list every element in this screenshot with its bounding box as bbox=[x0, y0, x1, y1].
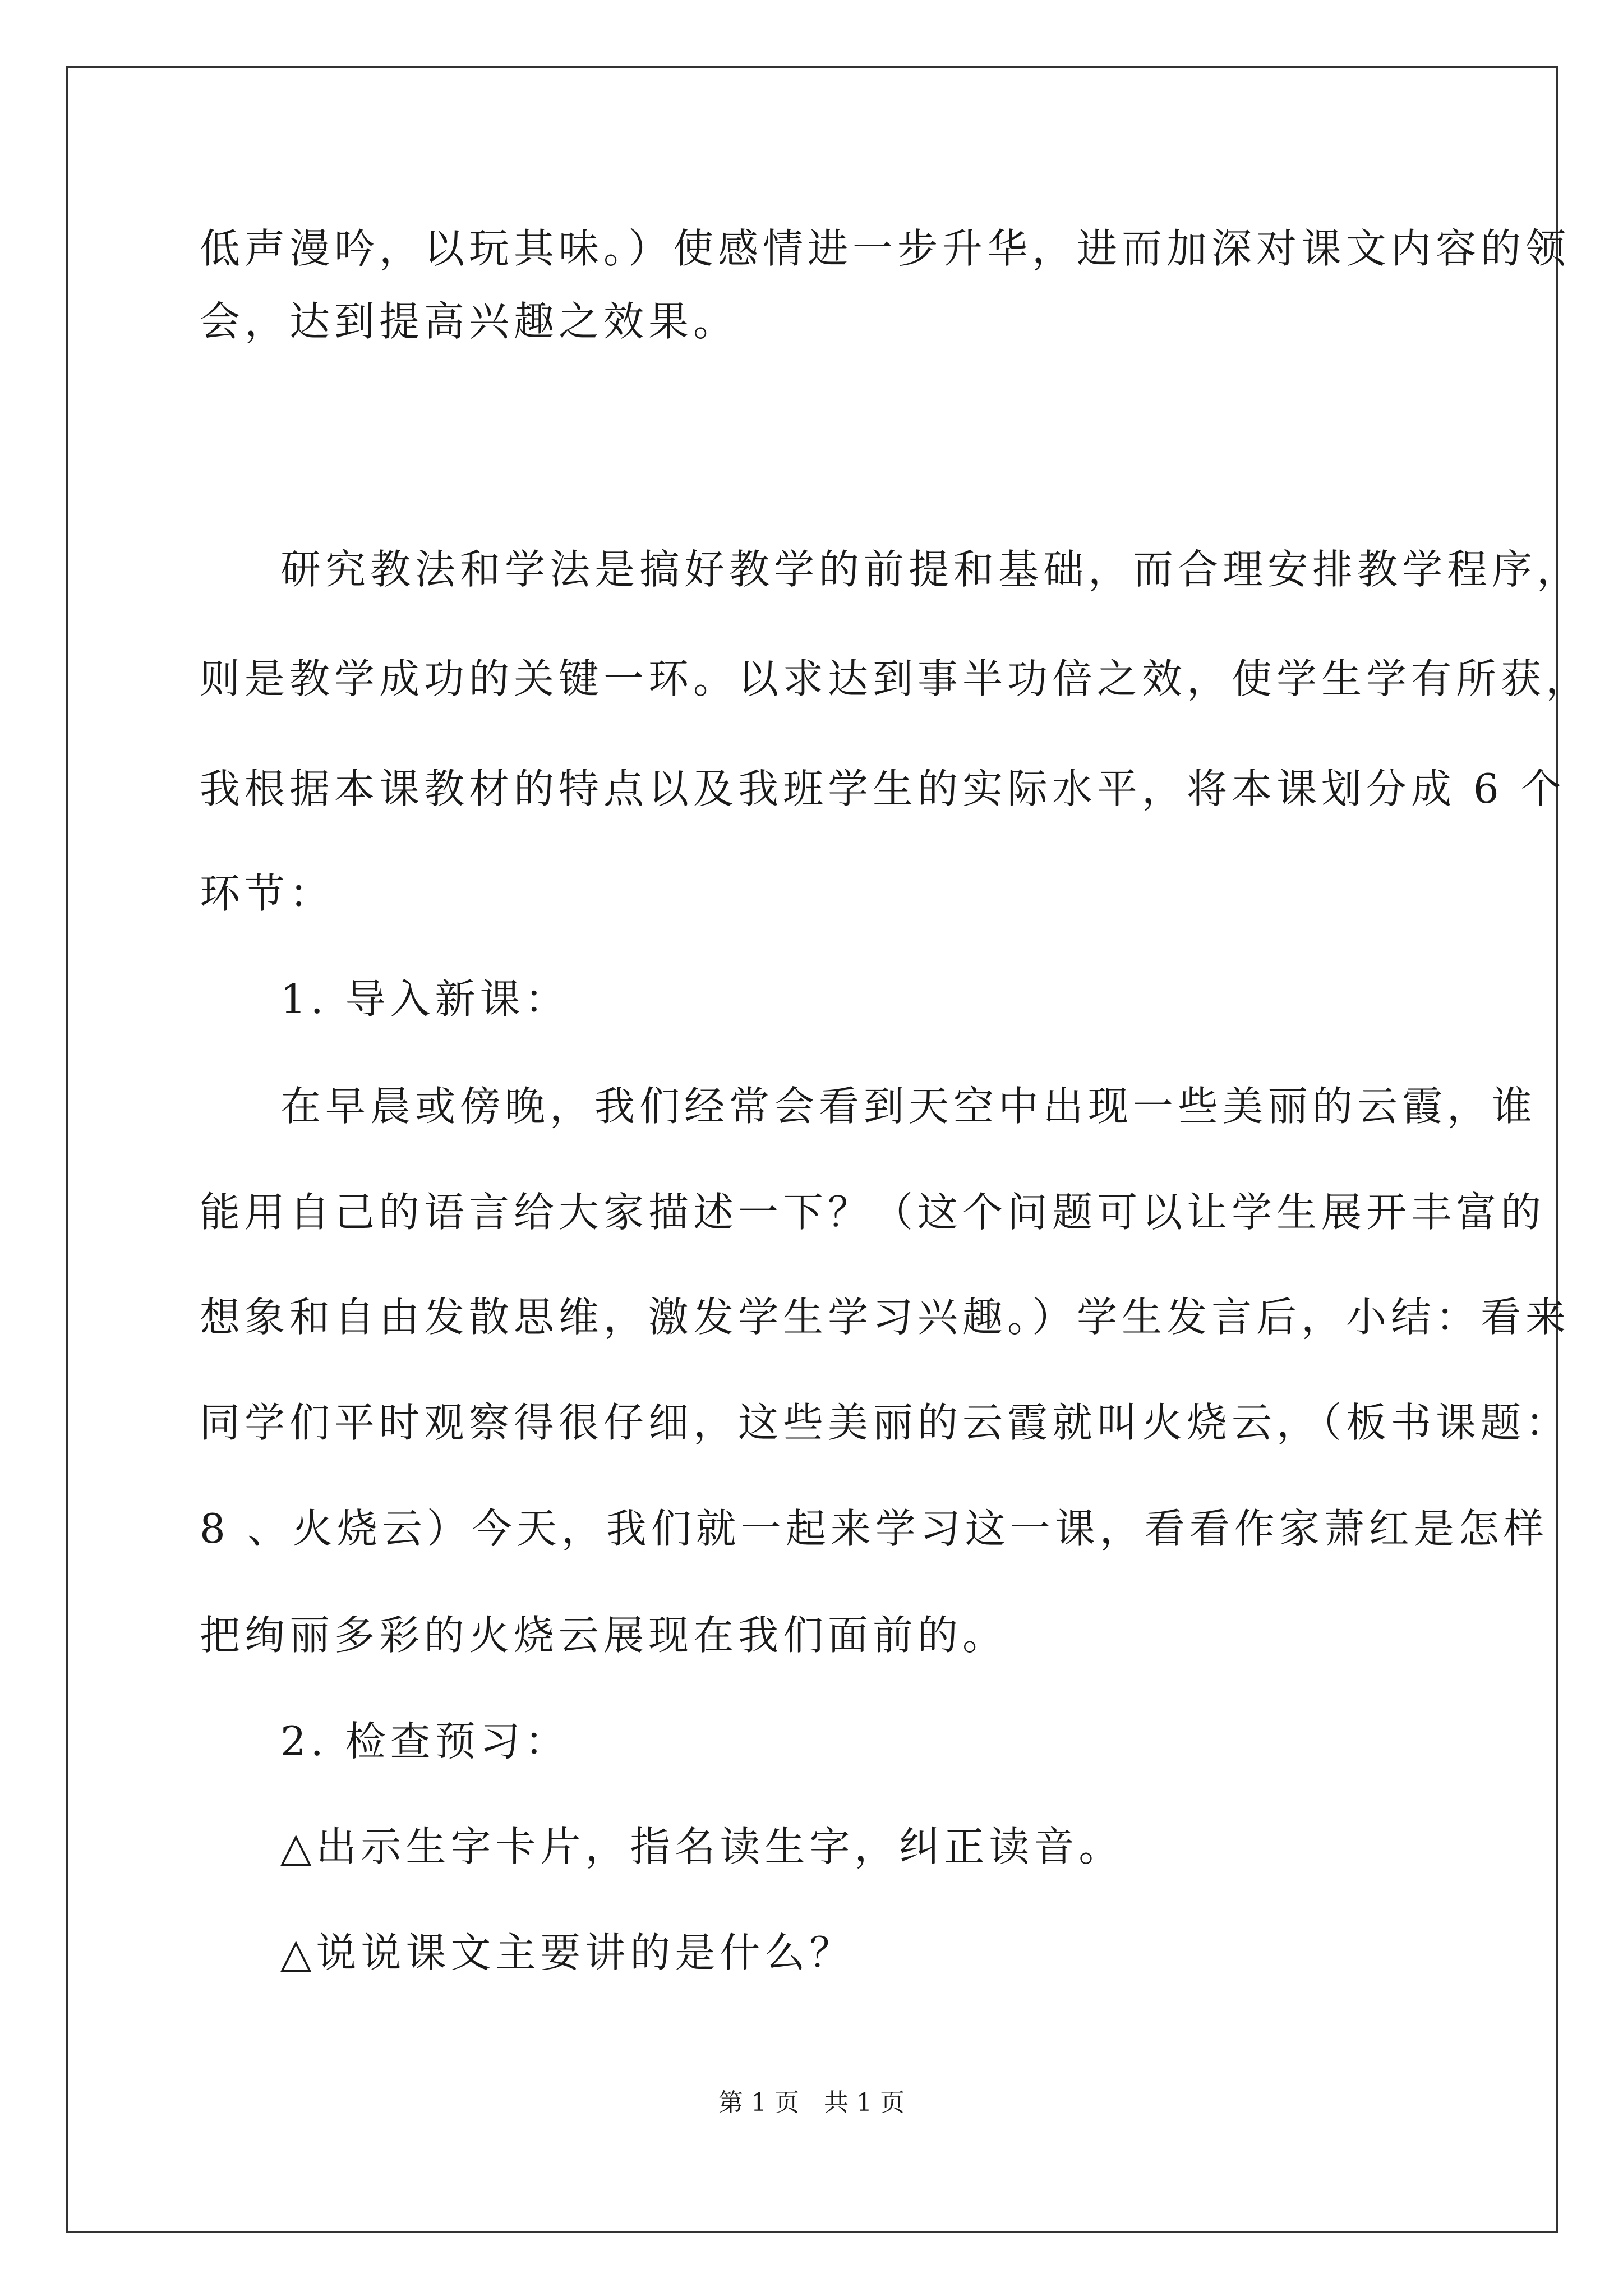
page-number-footer: 第 1 页 共 1 页 bbox=[718, 2088, 905, 2117]
body-text-line: 同学们平时观察得很仔细，这些美丽的云霞就叫火烧云，（板书课题： bbox=[200, 1399, 1571, 1446]
section-heading: 1. 导入新课： bbox=[280, 976, 570, 1023]
body-text-line: 研究教法和学法是搞好教学的前提和基础，而合理安排教学程序， bbox=[280, 546, 1582, 593]
body-text-line: 能用自己的语言给大家描述一下？（这个问题可以让学生展开丰富的 bbox=[200, 1189, 1546, 1236]
body-text-line: 在早晨或傍晚，我们经常会看到天空中出现一些美丽的云霞，谁 bbox=[280, 1083, 1537, 1130]
section-heading: 2. 检查预习： bbox=[280, 1718, 570, 1765]
body-text-line: 会，达到提高兴趣之效果。 bbox=[200, 298, 739, 345]
body-text-line: 环节： bbox=[200, 870, 335, 917]
body-text-line: △说说课文主要讲的是什么？ bbox=[280, 1929, 855, 1976]
page-border bbox=[66, 66, 1558, 2233]
body-text-line: 低声漫吟，以玩其味。）使感情进一步升华，进而加深对课文内容的领 bbox=[200, 225, 1571, 272]
body-text-line: 把绚丽多彩的火烧云展现在我们面前的。 bbox=[200, 1612, 1008, 1659]
body-text-line: 我根据本课教材的特点以及我班学生的实际水平，将本课划分成 6 个 bbox=[200, 765, 1566, 812]
body-text-line: △出示生字卡片，指名读生字，纠正读音。 bbox=[280, 1823, 1124, 1870]
body-text-line: 想象和自由发散思维，激发学生学习兴趣。）学生发言后，小结：看来 bbox=[200, 1294, 1571, 1341]
body-text-line: 则是教学成功的关键一环。以求达到事半功倍之效，使学生学有所获， bbox=[200, 655, 1591, 702]
body-text-line: 8 、火烧云）今天，我们就一起来学习这一课，看看作家萧红是怎样 bbox=[200, 1505, 1548, 1552]
